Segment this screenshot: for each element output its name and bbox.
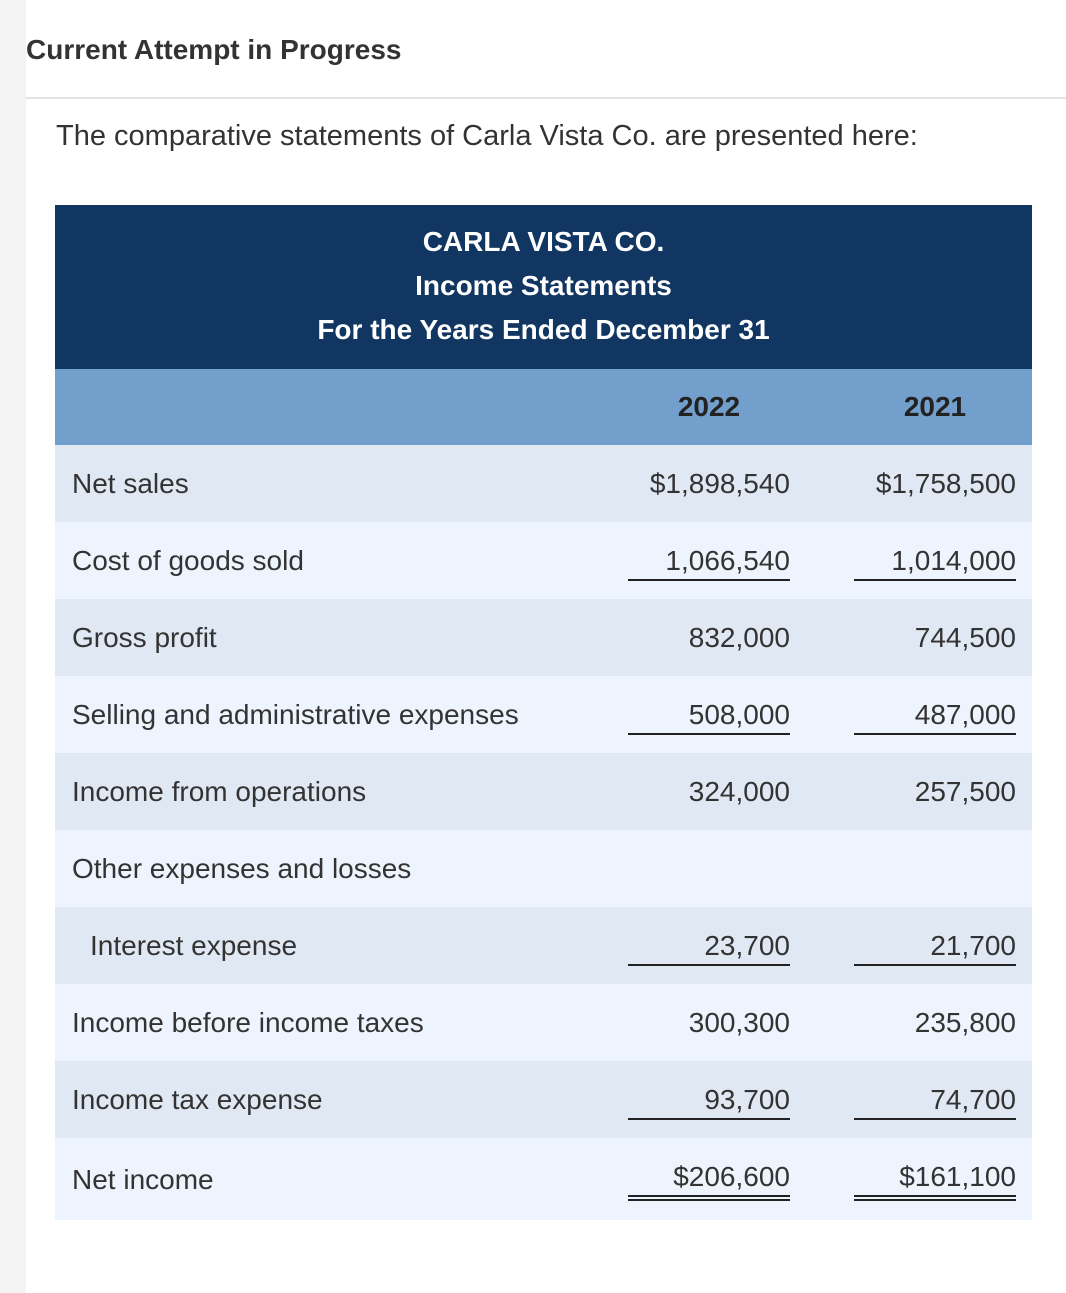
table-row-gross-profit <box>55 599 1032 676</box>
income-statement-table <box>55 205 1032 1220</box>
double-underline-2021 <box>854 1195 1016 1201</box>
underline-2022 <box>628 733 790 735</box>
table-row-interest-expense <box>55 907 1032 984</box>
value-2021: 744,500 <box>914 622 1016 653</box>
value-2022: 508,000 <box>688 699 790 730</box>
table-row-other-expenses-header <box>55 830 1032 907</box>
value-2021: 257,500 <box>914 776 1016 807</box>
table-row-income-from-operations <box>55 753 1032 830</box>
statement-header <box>55 205 1032 369</box>
statement-title: Income Statements <box>415 270 672 301</box>
title-divider <box>26 97 1066 99</box>
intro-text: The comparative statements of Carla Vista Co. are presented here: <box>56 120 918 152</box>
value-2022: 832,000 <box>688 622 790 653</box>
value-2022: 300,300 <box>688 1007 790 1038</box>
double-underline-2022 <box>628 1195 790 1201</box>
underline-2021 <box>854 964 1016 966</box>
row-label: Net sales <box>72 468 189 499</box>
underline-2021 <box>854 733 1016 735</box>
company-name: CARLA VISTA CO. <box>422 226 665 257</box>
underline-2021 <box>854 579 1016 581</box>
row-label: Interest expense <box>90 930 298 961</box>
table-row-income-before-taxes <box>55 984 1032 1061</box>
row-label: Income from operations <box>72 776 367 807</box>
table-row-selling-admin-expenses <box>55 676 1032 753</box>
year-2022-header: 2022 <box>677 391 741 422</box>
value-2021: 487,000 <box>914 699 1016 730</box>
table-row-cost-of-goods-sold <box>55 522 1032 599</box>
year-header-row <box>55 369 1032 445</box>
underline-2022 <box>628 964 790 966</box>
value-2021: 74,700 <box>930 1084 1016 1115</box>
value-2021: 1,014,000 <box>891 545 1016 576</box>
value-2022: $1,898,540 <box>649 468 790 499</box>
underline-2022 <box>628 1118 790 1120</box>
value-2022: $206,600 <box>673 1161 790 1192</box>
row-label: Other expenses and losses <box>72 853 412 884</box>
value-2021: $1,758,500 <box>875 468 1016 499</box>
year-2021-header: 2021 <box>903 391 967 422</box>
row-label: Cost of goods sold <box>72 545 304 576</box>
underline-2021 <box>854 1118 1016 1120</box>
row-label: Net income <box>72 1164 214 1195</box>
value-2022: 324,000 <box>688 776 790 807</box>
row-label: Selling and administrative expenses <box>72 699 519 730</box>
value-2022: 1,066,540 <box>665 545 790 576</box>
left-margin-strip <box>0 0 26 1293</box>
row-label: Income tax expense <box>72 1084 323 1115</box>
table-row-net-income <box>55 1138 1032 1220</box>
value-2022: 23,700 <box>704 930 790 961</box>
table-row-income-tax-expense <box>55 1061 1032 1138</box>
row-label: Income before income taxes <box>72 1007 424 1038</box>
value-2022: 93,700 <box>704 1084 790 1115</box>
attempt-title: Current Attempt in Progress <box>26 34 402 65</box>
row-label: Gross profit <box>72 622 217 653</box>
underline-2022 <box>628 579 790 581</box>
statement-period: For the Years Ended December 31 <box>317 314 770 345</box>
value-2021: $161,100 <box>899 1161 1016 1192</box>
table-row-net-sales <box>55 445 1032 522</box>
value-2021: 21,700 <box>930 930 1016 961</box>
value-2021: 235,800 <box>914 1007 1016 1038</box>
